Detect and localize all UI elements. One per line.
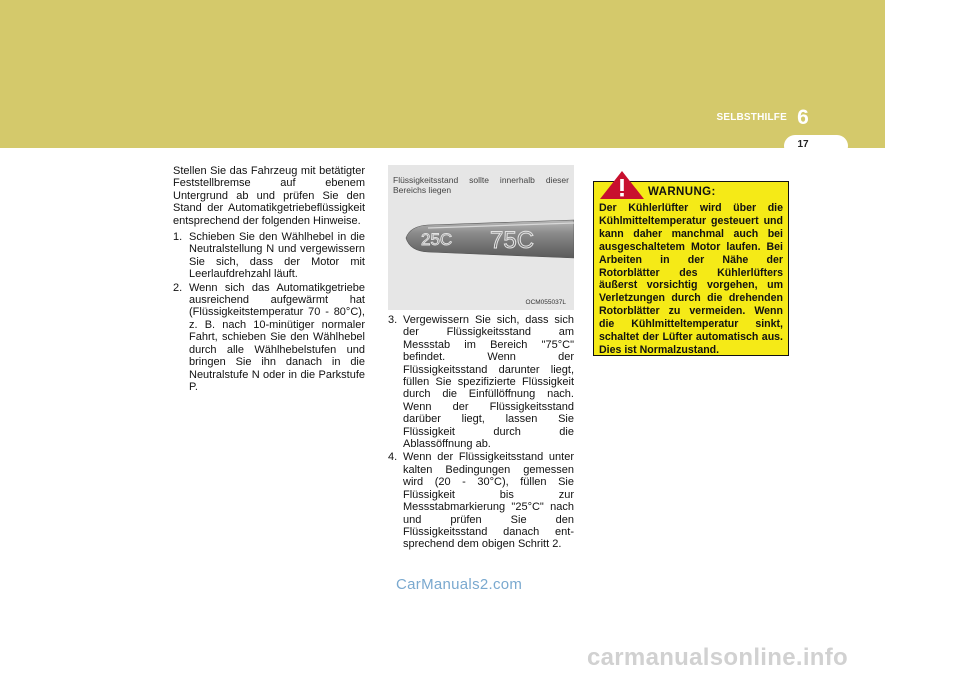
page-number: 17 — [797, 139, 809, 150]
dipstick-mark-25c: 25C — [421, 230, 453, 249]
warning-triangle-icon — [599, 170, 645, 200]
step-item — [173, 282, 365, 394]
chapter-number: 6 — [797, 106, 809, 129]
warning-title: WARNUNG: — [648, 186, 716, 198]
watermark-carmanuals2[interactable]: CarManuals2.com — [396, 576, 523, 593]
column-left — [173, 165, 365, 394]
steps-list-1 — [173, 231, 365, 393]
step-number: 2. — [173, 281, 183, 294]
step-item — [173, 231, 365, 281]
step-text: Schieben Sie den Wählhebel in die Neutralstellung N und vergewissern Sie sich, dass der Motor mit Leerlaufdrehzahl läuft. — [189, 231, 365, 281]
step-text: Wenn der Flüssigkeitsstand unter kalten Bedingungen gemessen wird (20 - 30°C), füllen Sie Flüssigkeit bis zur Messstabmarkierung "25°C" nach und prüfen Sie den Flüssigkeitsstand danach ent- sprechend dem obigen Schritt 2. — [403, 451, 574, 551]
warning-text: Der Kühlerlüfter wird über die Kühlmitteltemperatur gesteuert und kann daher manchmal auch bei ausgeschaltetem Motor laufen. Bei Arbeiten in der Nähe der Rotorblätter des Kühlerlüfters äußerst vorsichtig vorgehen, um Verletzungen durch die drehenden Rotorblätter zu vermeiden. Wenn die Kühlmitteltemperatur sinkt, schaltet der Lüfter automatisch aus. Dies ist Normalzustand. — [599, 202, 783, 356]
watermark-carmanualsonline[interactable]: carmanualsonline.info — [587, 644, 849, 671]
dipstick-illustration — [388, 210, 574, 280]
step-item — [388, 314, 574, 450]
figure-code: OCM055037L — [525, 299, 566, 306]
header-band — [0, 0, 885, 148]
step-number: 4. — [388, 451, 398, 464]
step-text: Vergewissern Sie sich, dass sich der Flüssigkeitsstand am Messstab im Bereich "75°C" befindet. Wenn der Flüssigkeitsstand darunter liegt, füllen Sie spezifizierte Flüssigkeit durch die Einfüllöffnung nach. Wenn der Flüssigkeitsstand darüber liegt, lassen Sie Flüssigkeit durch die Ablassöffnung ab. — [403, 314, 574, 451]
chapter-title: SELBSTHILFE — [716, 112, 787, 123]
step-item — [388, 451, 574, 550]
dipstick-figure — [388, 165, 574, 310]
dipstick-mark-75c: 75C — [490, 227, 535, 254]
step-text: Wenn sich das Automatikgetriebe ausreichend aufgewärmt hat (Flüssigkeitstemperatur 70 - 80°C), z. B. nach 10-minütiger normaler Fahrt, schieben Sie den Wählhebel durch alle Wählhebelstufen und bringen Sie ihn danach in die Neutralstufe N oder in die Parkstufe P. — [189, 281, 365, 393]
step-number: 1. — [173, 231, 183, 244]
column-middle — [388, 314, 574, 552]
steps-list-2 — [388, 314, 574, 551]
warning-box — [593, 181, 789, 356]
intro-paragraph: Stellen Sie das Fahrzeug mit betätigter Feststellbremse auf ebenem Untergrund ab und prüfen Sie den Stand der Automatikgetriebeflüssigkeit entsprechend der folgenden Hinweise. — [173, 165, 365, 227]
step-number: 3. — [388, 314, 398, 326]
figure-caption: Flüssigkeitsstand sollte innerhalb dieser Bereichs liegen — [393, 175, 569, 195]
